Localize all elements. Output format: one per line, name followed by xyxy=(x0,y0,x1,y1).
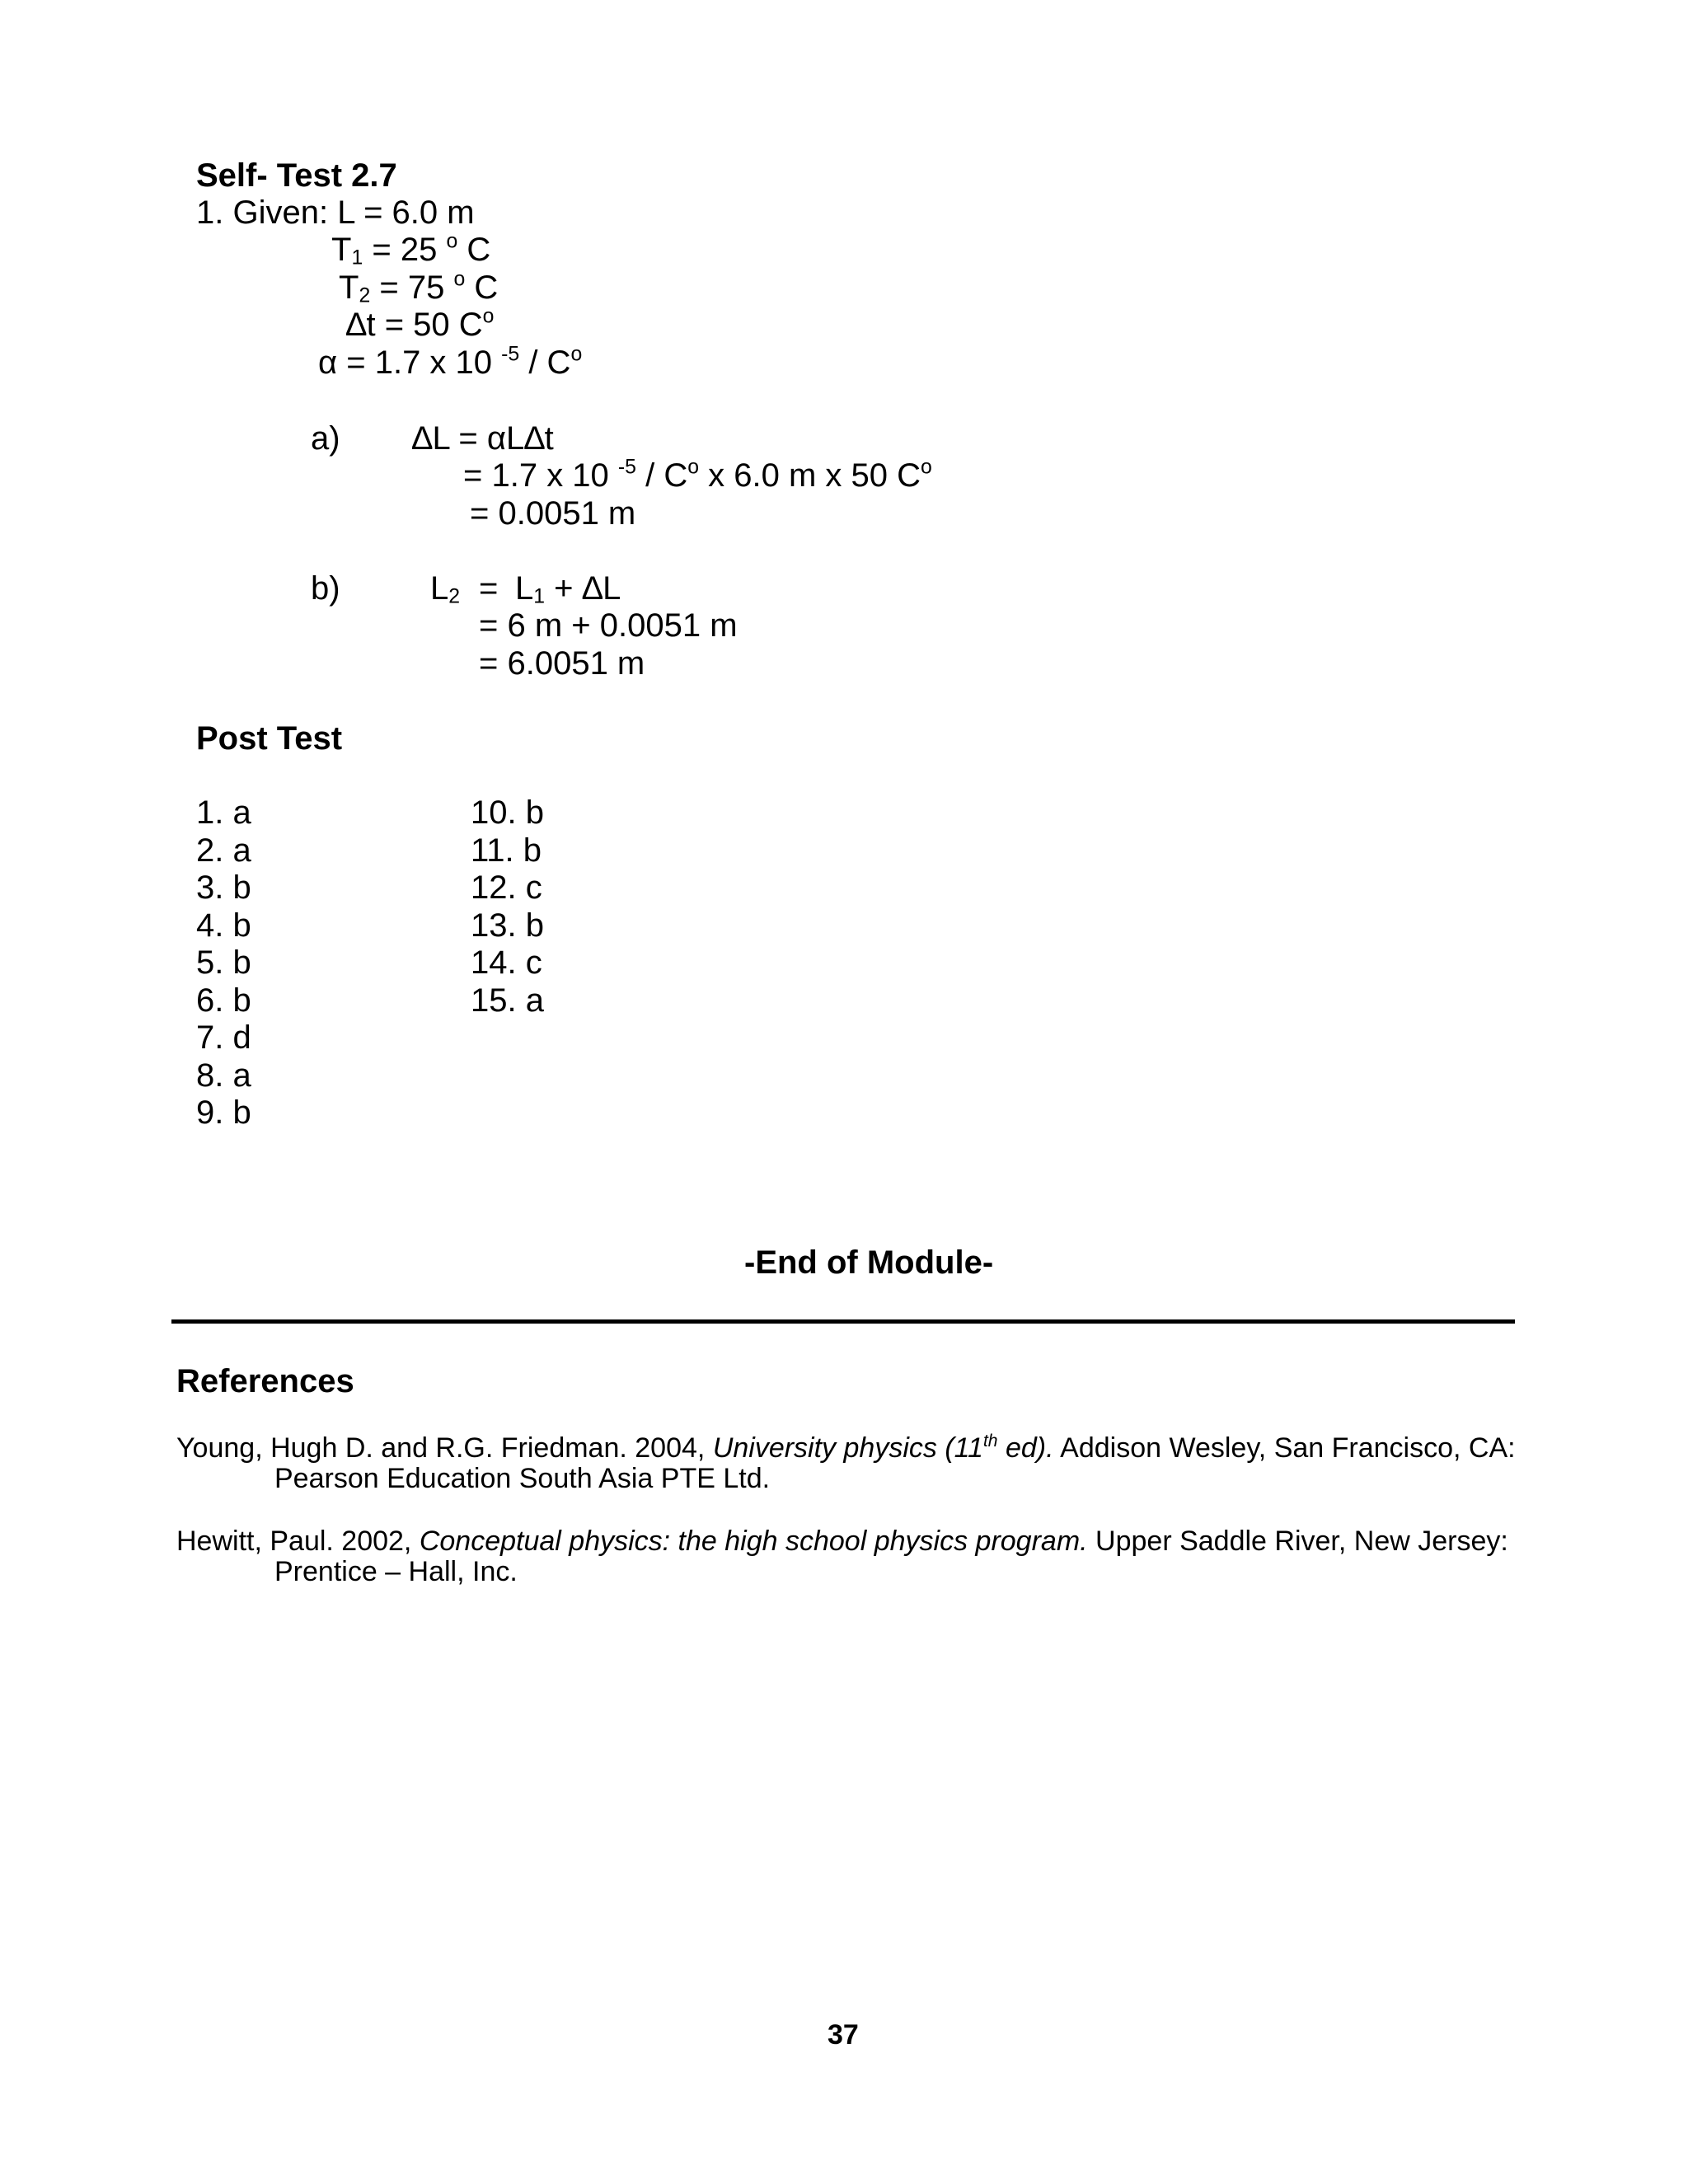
reference-1-continued: Pearson Education South Asia PTE Ltd. xyxy=(274,1463,771,1494)
post-test-answer: 8. a xyxy=(196,1057,251,1094)
reference-1: Young, Hugh D. and R.G. Friedman. 2004, University physics (11th ed). Addison Wesley, San Francisco, CA: xyxy=(176,1431,1516,1464)
post-test-answer: 9. b xyxy=(196,1094,251,1131)
post-test-answer: 7. d xyxy=(196,1019,251,1056)
post-test-answer: 10. b xyxy=(471,794,544,831)
post-test-answer: 2. a xyxy=(196,832,251,869)
given-prefix: 1. Given: xyxy=(196,194,329,231)
part-b-rhs: $L_1 + \Delta L$ xyxy=(515,570,621,608)
reference-2-continued: Prentice – Hall, Inc. xyxy=(274,1556,518,1587)
part-a-result: = 0.0051 m xyxy=(470,495,636,532)
post-test-answer: 11. b xyxy=(471,832,542,869)
part-b-label: b) xyxy=(311,570,340,607)
given-t1: $T_1 = 25$ $^o$ C xyxy=(331,230,491,269)
reference-2: Hewitt, Paul. 2002, Conceptual physics: the high school physics program. Upper Saddle River, New Jersey: xyxy=(176,1526,1508,1557)
post-test-answer: 15. a xyxy=(471,982,544,1019)
part-b-eq: = xyxy=(479,570,499,607)
page-number: 37 xyxy=(828,2019,859,2050)
given-length: L = 6.0 m xyxy=(337,194,475,231)
section-divider xyxy=(171,1319,1515,1324)
given-alpha: α = 1.7 x 10 $^{-5} / C^o$ xyxy=(318,343,583,381)
part-b-result: = 6.0051 m xyxy=(479,645,645,682)
part-a-substitution: = 1.7 x 10 $^{-5} / C^o$ x 6.0 m x 50 $C^o$ xyxy=(463,456,932,494)
given-t2: $T_2 = 75$ $^o$ C xyxy=(339,268,499,307)
part-a-label: a) xyxy=(311,420,340,457)
post-test-answer: 6. b xyxy=(196,982,251,1019)
part-b-substitution: = 6 m + 0.0051 m xyxy=(479,607,738,644)
post-test-answer: 1. a xyxy=(196,794,251,831)
post-test-answer: 5. b xyxy=(196,944,251,981)
given-line xyxy=(196,196,475,229)
given-delta-t: ∆t = 50 $C^o$ xyxy=(346,305,495,343)
post-test-answer: 12. c xyxy=(471,869,542,906)
references-heading: References xyxy=(176,1363,354,1399)
post-test-answer: 4. b xyxy=(196,907,251,944)
post-test-heading: Post Test xyxy=(196,720,343,757)
post-test-answer: 14. c xyxy=(471,944,542,981)
end-of-module: -End of Module- xyxy=(744,1244,994,1281)
post-test-answer: 3. b xyxy=(196,869,251,906)
self-test-heading: Self- Test 2.7 xyxy=(196,157,397,194)
part-a-formula: ∆L = αL∆t xyxy=(412,420,554,457)
part-b-formula: $L_2$ xyxy=(430,570,461,608)
post-test-answer: 13. b xyxy=(471,907,544,944)
